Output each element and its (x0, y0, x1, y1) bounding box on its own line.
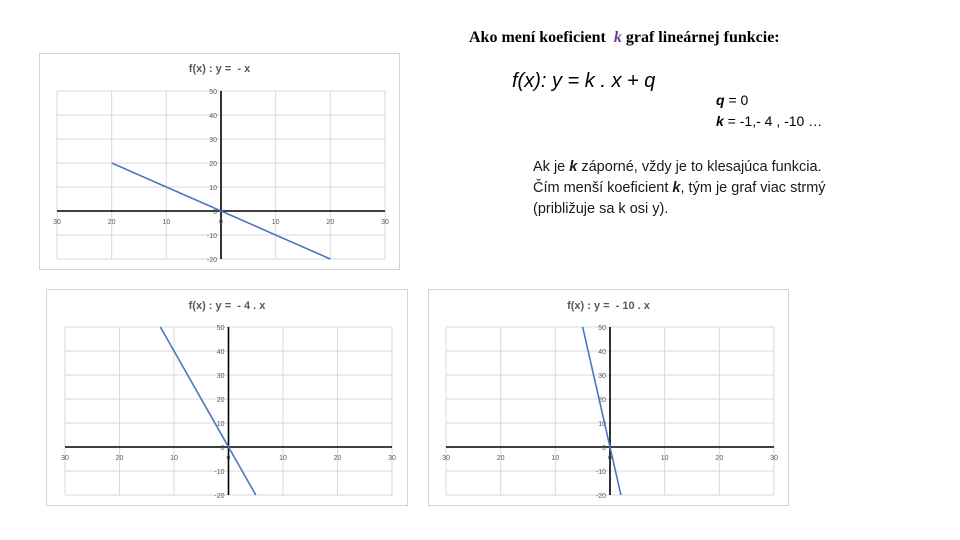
y-tick-label: 50 (209, 89, 217, 96)
chart-title: f(x) : y = - 10 . x (567, 300, 650, 312)
chart-k-minus-4 (46, 289, 408, 506)
general-formula: f(x): y = k . x + q (512, 70, 656, 92)
x-tick-label: 30 (388, 455, 396, 462)
x-tick-label: 30 (61, 455, 69, 462)
y-tick-label: -20 (214, 493, 225, 500)
description (533, 157, 826, 220)
x-tick-label: 30 (442, 455, 450, 462)
x-tick-label: 20 (107, 219, 116, 226)
x-tick-label: 20 (326, 219, 335, 226)
series-line (160, 327, 255, 495)
desc-line-1 (533, 157, 826, 178)
y-tick-label: 0 (220, 445, 225, 452)
x-tick-label: 20 (496, 455, 505, 462)
y-tick-label: 20 (216, 397, 225, 404)
y-tick-label: -10 (595, 469, 606, 476)
chart-title: f(x) : y = - 4 . x (188, 300, 266, 312)
y-tick-label: -20 (595, 493, 606, 500)
desc-line-2 (533, 178, 826, 199)
x-tick-label: 10 (170, 455, 178, 462)
desc-1k: k (569, 159, 578, 175)
x-tick-label: 20 (715, 455, 724, 462)
y-tick-label: 30 (216, 373, 225, 380)
x-tick-label: 10 (551, 455, 560, 462)
y-tick-label: 10 (209, 185, 217, 192)
chart-title: f(x) : y = - x (188, 63, 251, 75)
k-line (716, 111, 822, 132)
y-tick-label: -10 (214, 469, 225, 476)
y-tick-label: 20 (209, 161, 217, 168)
parameters (716, 90, 822, 132)
y-tick-label: -20 (206, 257, 217, 264)
title-k: k (613, 29, 622, 46)
x-tick-label: 10 (162, 219, 171, 226)
y-tick-label: 50 (598, 325, 606, 332)
y-tick-label: 10 (216, 421, 225, 428)
y-tick-label: 40 (598, 349, 606, 356)
chart-k-minus-1 (39, 53, 400, 270)
y-tick-label: -10 (206, 233, 217, 240)
x-tick-label: 30 (381, 219, 389, 226)
x-tick-label: 0 (608, 455, 612, 462)
desc-2b: , tým je graf viac strmý (680, 180, 826, 196)
chart-plot (40, 54, 399, 269)
x-tick-label: 30 (53, 219, 61, 226)
desc-line-3: (približuje sa k osi y). (533, 201, 669, 217)
x-tick-label: 0 (219, 219, 223, 226)
title-prefix: Ako mení koeficient (469, 29, 606, 46)
q-label: q (716, 92, 725, 108)
y-tick-label: 50 (216, 325, 225, 332)
chart-plot (429, 290, 788, 505)
desc-1b: záporné, vždy je to klesajúca funkcia. (577, 159, 822, 175)
y-tick-label: 40 (216, 349, 225, 356)
x-tick-label: 10 (279, 455, 287, 462)
k-value: = -1,- 4 , -10 … (723, 113, 823, 129)
title-suffix: graf lineárnej funkcie: (625, 29, 780, 46)
x-tick-label: 10 (660, 455, 669, 462)
y-tick-label: 30 (209, 137, 217, 144)
y-tick-label: 40 (209, 113, 217, 120)
y-tick-label: 0 (213, 209, 217, 216)
q-value: = 0 (724, 92, 749, 108)
y-tick-label: 20 (598, 397, 606, 404)
y-tick-label: 30 (598, 373, 606, 380)
x-tick-label: 30 (770, 455, 778, 462)
x-tick-label: 20 (115, 455, 124, 462)
chart-plot (47, 290, 407, 505)
q-line (716, 90, 822, 111)
x-tick-label: 0 (226, 455, 231, 462)
desc-1a: Ak je (533, 159, 570, 175)
slide-title (469, 29, 780, 47)
chart-k-minus-10 (428, 289, 789, 506)
desc-2k: k (672, 180, 681, 196)
x-tick-label: 10 (271, 219, 280, 226)
y-tick-label: 10 (598, 421, 606, 428)
x-tick-label: 20 (333, 455, 342, 462)
y-tick-label: 0 (602, 445, 606, 452)
k-label: k (716, 113, 724, 129)
desc-2a: Čím menší koeficient (533, 180, 673, 196)
